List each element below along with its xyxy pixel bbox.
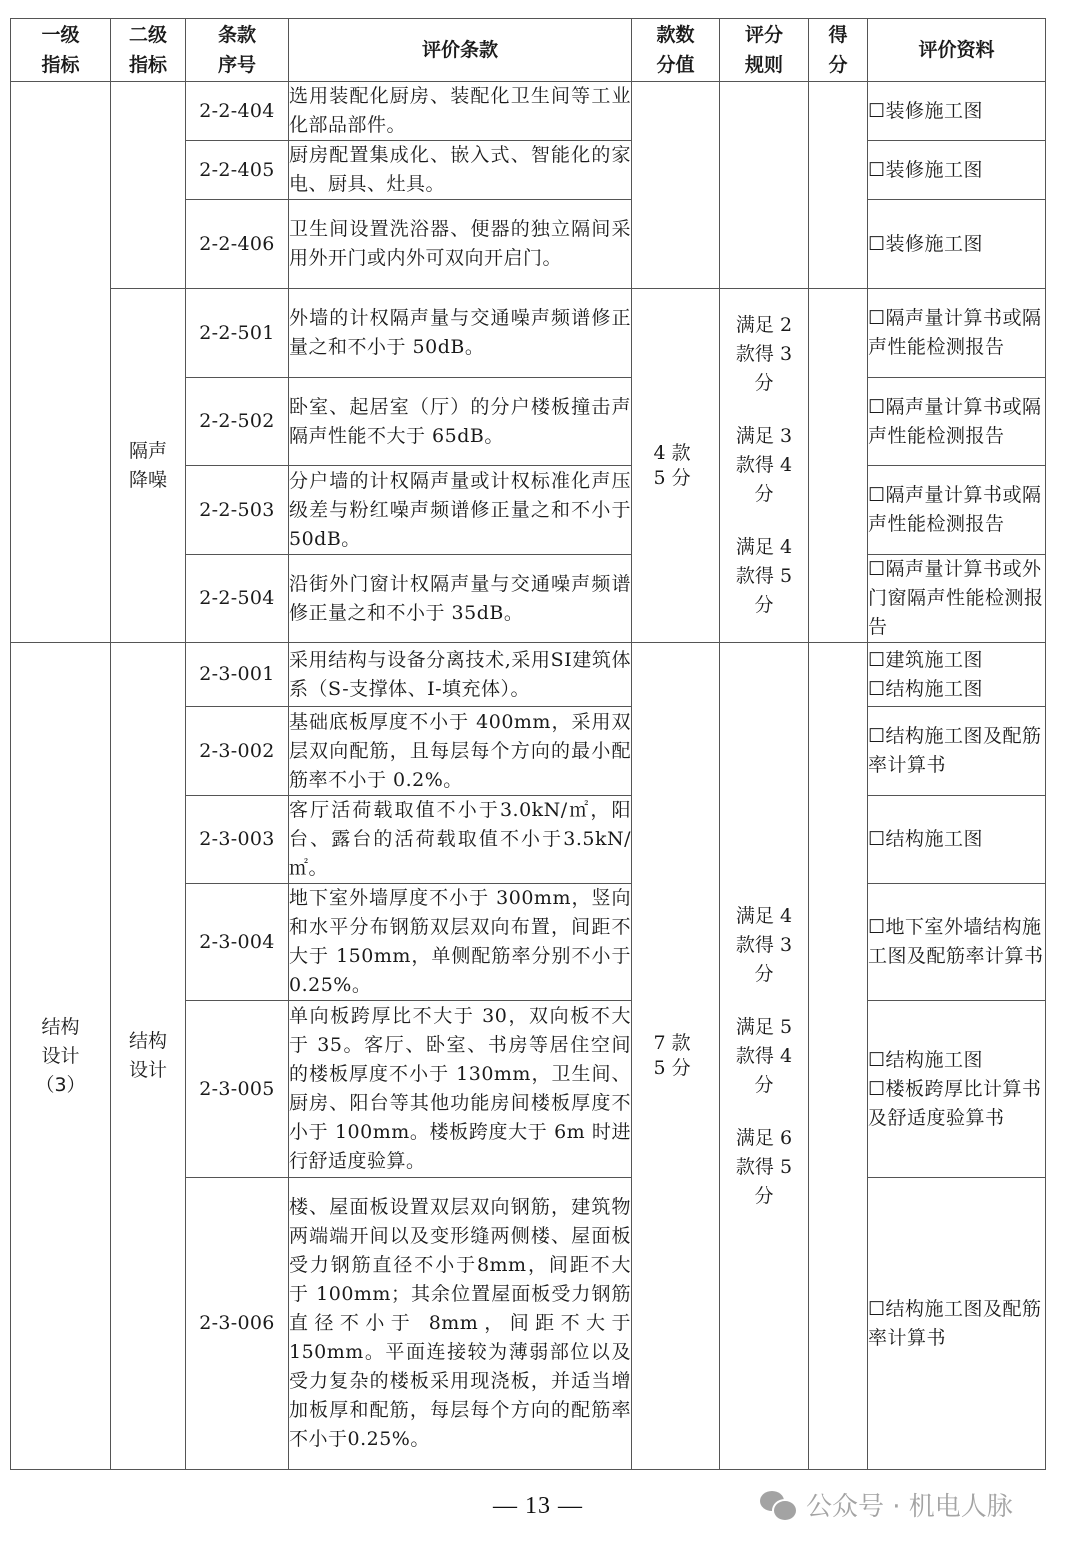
clause-text: 基础底板厚度不小于 400mm，采用双层双向配筋，且每层每个方向的最小配筋率不小于 0.2%。 (289, 707, 632, 796)
watermark (760, 1486, 1013, 1523)
rule-block: 满足 6 款得 5 分 (735, 1126, 793, 1207)
clause-text: 楼、屋面板设置双层双向钢筋，建筑物两端端开间以及变形缝两侧楼、屋面板受力钢筋直径不小于8mm，间距不大于 100mm；其余位置屋面板受力钢筋直径不小于 8mm，间距不大于 150mm。平面连接较为薄弱部位以及受力复杂的楼板采用现浇板，并适当增加板厚和配筋，每层每个方向的配筋率不小于0.25%。 (289, 1178, 632, 1470)
clause-text: 单向板跨厚比不大于 30，双向板不大于 35。客厅、卧室、书房等居住空间的楼板厚度不小于 130mm，卫生间、厨房、阳台等其他功能房间楼板厚度不小于 100mm。楼板跨度大于 6m 时进行舒适度验算。 (289, 1001, 632, 1178)
clause-text: 地下室外墙厚度不小于 300mm，竖向和水平分布钢筋双层双向布置，间距不大于 150mm，单侧配筋率分别不小于 0.25%。 (289, 884, 632, 1001)
checkbox-item[interactable]: ☐结构施工图及配筋率计算书 (868, 725, 1042, 776)
rule-block: 满足 4 款得 3 分 (735, 904, 793, 985)
materials-cell (868, 643, 1046, 707)
watermark-text: 公众号 · 机电人脉 (806, 1492, 1013, 1522)
page-number: — 13 — (493, 1493, 583, 1519)
clause-no: 2-2-404 (186, 82, 289, 141)
clause-text: 外墙的计权隔声量与交通噪声频谱修正量之和不小于 50dB。 (289, 289, 632, 378)
score-cell[interactable] (809, 289, 868, 643)
materials-cell (868, 200, 1046, 289)
rule-block: 满足 5 款得 4 分 (735, 1015, 793, 1096)
level1-cell: 结构 设计 （3） (11, 643, 111, 1470)
score-cell[interactable] (809, 82, 868, 289)
checkbox-item[interactable]: ☐隔声量计算书或隔声性能检测报告 (868, 484, 1042, 535)
checkbox-item[interactable]: ☐结构施工图 (868, 828, 984, 850)
materials-cell (868, 555, 1046, 643)
level2-cell: 隔声 降噪 (111, 289, 186, 643)
clause-no: 2-2-502 (186, 378, 289, 466)
clause-no: 2-3-004 (186, 884, 289, 1001)
wechat-icon (760, 1489, 796, 1521)
clause-no: 2-2-405 (186, 141, 289, 200)
clause-no: 2-3-003 (186, 796, 289, 884)
clause-no: 2-2-503 (186, 466, 289, 555)
checkbox-item[interactable]: ☐地下室外墙结构施工图及配筋率计算书 (868, 916, 1044, 967)
clause-text: 卧室、起居室（厅）的分户楼板撞击声隔声性能不大于 65dB。 (289, 378, 632, 466)
header-level2: 二级 指标 (111, 19, 186, 82)
header-row (11, 19, 1046, 82)
materials-cell (868, 884, 1046, 1001)
count-score-cell: 7 款 5 分 (632, 643, 720, 1470)
clause-no: 2-3-006 (186, 1178, 289, 1470)
rule-cell (720, 643, 809, 1470)
clause-text: 选用装配化厨房、装配化卫生间等工业化部品部件。 (289, 82, 632, 141)
clause-text: 客厅活荷载取值不小于3.0kN/㎡，阳台、露台的活荷载取值不小于3.5kN/㎡。 (289, 796, 632, 884)
header-rule: 评分 规则 (720, 19, 809, 82)
checkbox-item[interactable]: ☐隔声量计算书或外门窗隔声性能检测报告 (868, 558, 1044, 638)
checkbox-item[interactable]: ☐隔声量计算书或隔声性能检测报告 (868, 307, 1042, 358)
materials-cell (868, 378, 1046, 466)
materials-cell (868, 141, 1046, 200)
level2-cell-empty (111, 82, 186, 289)
header-clause-no: 条款 序号 (186, 19, 289, 82)
clause-no: 2-3-002 (186, 707, 289, 796)
header-count-score: 款数 分值 (632, 19, 720, 82)
materials-cell (868, 1001, 1046, 1178)
clause-no: 2-2-504 (186, 555, 289, 643)
clause-text: 厨房配置集成化、嵌入式、智能化的家电、厨具、灶具。 (289, 141, 632, 200)
clause-no: 2-2-501 (186, 289, 289, 378)
clause-text: 卫生间设置洗浴器、便器的独立隔间采用外开门或内外可双向开启门。 (289, 200, 632, 289)
checkbox-item[interactable]: ☐装修施工图 (868, 232, 984, 255)
level1-cell-empty (11, 82, 111, 643)
table-row (11, 289, 1046, 378)
materials-cell (868, 82, 1046, 141)
materials-cell (868, 796, 1046, 884)
materials-cell (868, 1178, 1046, 1470)
checkbox-item[interactable]: ☐建筑施工图 (868, 648, 984, 671)
checkbox-item[interactable]: ☐装修施工图 (868, 158, 984, 181)
header-materials: 评价资料 (868, 19, 1046, 82)
table-row (11, 643, 1046, 707)
checkbox-item[interactable]: ☐隔声量计算书或隔声性能检测报告 (868, 395, 1042, 447)
header-score: 得 分 (809, 19, 868, 82)
count-score-cell-empty (632, 82, 720, 289)
materials-cell (868, 466, 1046, 555)
count-score-cell: 4 款 5 分 (632, 289, 720, 643)
level2-cell: 结构 设计 (111, 643, 186, 1470)
materials-cell (868, 707, 1046, 796)
clause-no: 2-3-005 (186, 1001, 289, 1178)
clause-no: 2-2-406 (186, 200, 289, 289)
clause-text: 沿街外门窗计权隔声量与交通噪声频谱修正量之和不小于 35dB。 (289, 555, 632, 643)
rule-block: 满足 2 款得 3 分 (735, 314, 793, 394)
checkbox-item[interactable]: ☐装修施工图 (868, 99, 984, 122)
table-row (11, 82, 1046, 141)
rule-cell (720, 289, 809, 643)
clause-no: 2-3-001 (186, 643, 289, 707)
clause-text: 采用结构与设备分离技术,采用SI建筑体系（S-支撑体、I-填充体）。 (289, 643, 632, 707)
clause-text: 分户墙的计权隔声量或计权标准化声压级差与粉红噪声频谱修正量之和不小于 50dB。 (289, 466, 632, 555)
checkbox-item[interactable]: ☐结构施工图及配筋率计算书 (868, 1297, 1042, 1349)
rule-block: 满足 4 款得 5 分 (735, 536, 793, 616)
rule-block: 满足 3 款得 4 分 (735, 425, 793, 505)
checkbox-item[interactable]: ☐楼板跨厚比计算书及舒适度验算书 (868, 1077, 1042, 1129)
header-clause: 评价条款 (289, 19, 632, 82)
header-level1: 一级 指标 (11, 19, 111, 82)
materials-cell (868, 289, 1046, 378)
checkbox-item[interactable]: ☐结构施工图 (868, 677, 984, 700)
evaluation-table (10, 18, 1046, 1470)
checkbox-item[interactable]: ☐结构施工图 (868, 1048, 984, 1071)
score-cell[interactable] (809, 643, 868, 1470)
rule-cell-empty (720, 82, 809, 289)
